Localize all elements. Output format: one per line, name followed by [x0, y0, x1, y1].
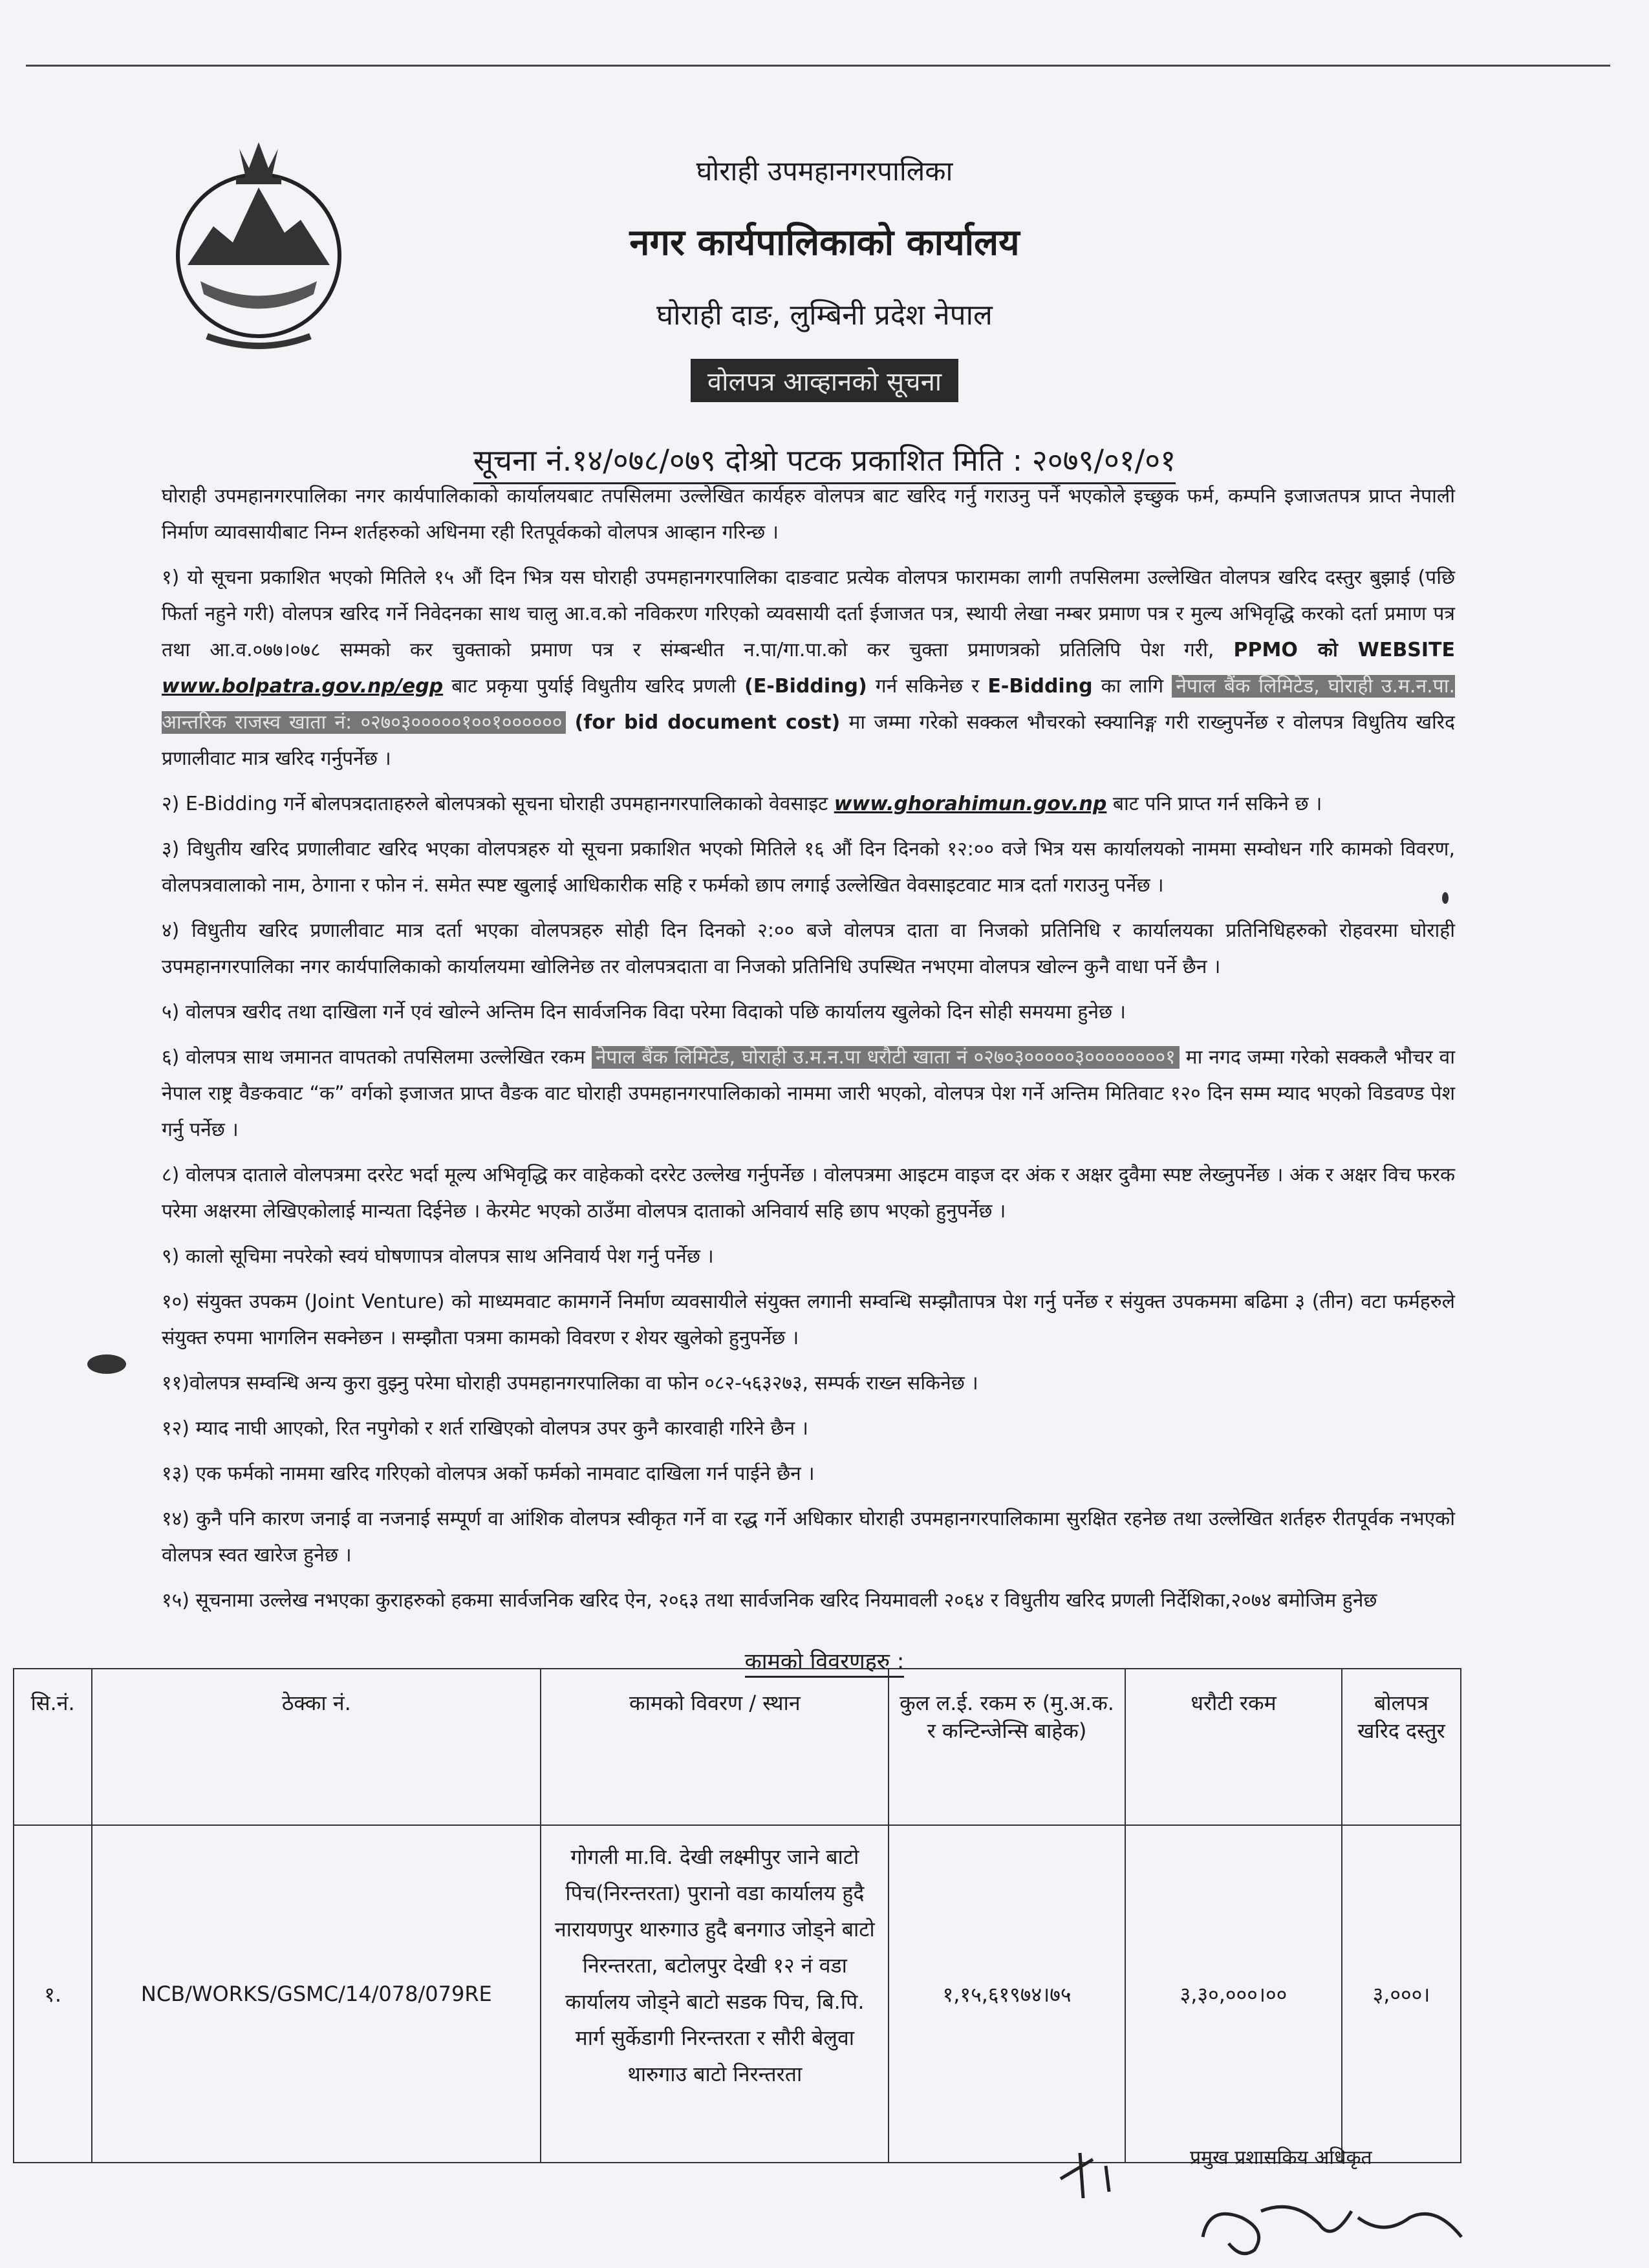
cell-sn: १. — [14, 1825, 92, 2163]
notice-body — [162, 478, 1455, 1628]
clause-6: ६) वोलपत्र साथ जमानत वापतको तपसिलमा उल्लेखित रकम नेपाल बैंक लिमिटेड, घोराही उ.म.न.पा धरौटी खाता नं ०२७०३०००००३००००००००१ मा नगद जम्मा गरेको सक्कलै भौचर वा नेपाल राष्ट्र वैङकवाट “क” वर्गको इजाजत प्राप्त वैङक वाट घोराही उपमहानगरपालिकाको नाममा जारी भएको, वोलपत्र पेश गर्ने अन्तिम मितिवाट १२० दिन सम्म म्याद भएको विडवण्ड पेश गर्नु पर्नेछ । — [162, 1046, 1456, 1141]
clause-10: १०) संयुक्त उपकम (Joint Venture) को माध्यमवाट कामगर्ने निर्माण व्यवसायीले संयुक्त लगानी सम्वन्धि सम्झौतापत्र पेश गर्नु पर्नेछ र संयुक्त उपकममा बढिमा ३ (तीन) वटा फर्महरुले संयुक्त रुपमा भागलिन सक्नेछन । सम्झौता पत्रमा कामको विवरण र शेयर खुलेको हुनुपर्नेछ । — [162, 1290, 1455, 1349]
clause-12: १२) म्याद नाघी आएको, रित नपुगेको र शर्त राखिएको वोलपत्र उपर कुनै कारवाही गरिने छैन । — [162, 1417, 809, 1440]
header-fee: बोलपत्र खरिद दस्तुर — [1342, 1669, 1461, 1825]
clause-5: ५) वोलपत्र खरीद तथा दाखिला गर्ने एवं खोल्ने अन्तिम दिन सार्वजनिक विदा परेमा विदाको पछि कार्यालय खुलेको दिन सोही समयमा हुनेछ । — [162, 1001, 1126, 1023]
clause-2: २) E-Bidding गर्ने बोलपत्रदाताहरुले बोलपत्रको सूचना घोराही उपमहानगरपालिकाको वेवसाइट www.ghorahimun.gov.np बाट पनि प्राप्त गर्न सकिने छ । — [162, 793, 1322, 815]
cell-estimate: १,१५,६१९७४।७५ — [889, 1825, 1125, 2163]
office-name: नगर कार्यपालिकाको कार्यालय — [629, 222, 1020, 264]
ink-mark — [1442, 892, 1449, 904]
header-deposit: धरौटी रकम — [1125, 1669, 1342, 1825]
deposit-account-highlight: नेपाल बैंक लिमिटेड, घोराही उ.म.न.पा धरौटी खाता नं ०२७०३०००००३००००००००१ — [592, 1046, 1180, 1069]
table-header-row — [14, 1669, 1461, 1825]
office-address: घोराही दाङ, लुम्बिनी प्रदेश नेपाल — [656, 299, 993, 332]
header-estimate: कुल ल.ई. रकम रु (मु.अ.क. र कन्टिन्जेन्सि बाहेक) — [889, 1669, 1125, 1825]
header-sn: सि.नं. — [14, 1669, 92, 1825]
revenue-account-highlight: नेपाल बैंक लिमिटेड, घोराही उ.म.न.पा. आन्तरिक राजस्व खाता नं: ०२७०३०००००१००१०००००० — [162, 675, 1456, 734]
bolpatra-link[interactable]: www.bolpatra.gov.np/egp — [162, 675, 444, 698]
clause-15: १५) सूचनामा उल्लेख नभएका कुराहरुको हकमा सार्वजनिक खरिद ऐन, २०६३ तथा सार्वजनिक खरिद नियमावली २०६४ र विधुतीय खरिद प्रणली निर्देशिका,२०७४ बमोजिम हुनेछ — [162, 1589, 1377, 1612]
clause-14: १४) कुनै पनि कारण जनाई वा नजनाई सम्पूर्ण वा आंशिक वोलपत्र स्वीकृत गर्ने वा रद्ध गर्ने अधिकार घोराही उपमहानगरपालिकामा सुरक्षित रहनेछ तथा उल्लेखित शर्तहरु रीतपूर्वक नभएको वोलपत्र स्वत खारेज हुनेछ । — [162, 1508, 1455, 1567]
header-description: कामको विवरण / स्थान — [541, 1669, 889, 1825]
clause-4: ४) विधुतीय खरिद प्रणालीवाट मात्र दर्ता भएका वोलपत्रहरु सोही दिन दिनको २:०० बजे वोलपत्र दाता वा निजको प्रतिनिधि र कार्यालयका प्रतिनिधिहरुको रोहवरमा घोराही उपमहानगरपालिका नगर कार्यपालिकाको कार्यालयमा खोलिनेछ तर वोलपत्रदाता वा निजको प्रतिनिधि उपस्थित नभएमा वोलपत्र खोल्न कुनै वाधा पर्ने छैन । — [162, 919, 1455, 978]
work-details-table — [13, 1668, 1461, 2163]
clause-13: १३) एक फर्मको नाममा खरिद गरिएको वोलपत्र अर्को फर्मको नामवाट दाखिला गर्न पाईने छैन । — [162, 1462, 815, 1485]
cell-description: गोगली मा.वि. देखी लक्ष्मीपुर जाने बाटो पिच(निरन्तरता) पुरानो वडा कार्यालय हुदै नारायणपुर थारुगाउ हुदै बनगाउ जोड्ने बाटो निरन्तरता, बटोलपुर देखी १२ नं वडा कार्यालय जोड्ने बाटो सडक पिच, बि.पि. मार्ग सुर्केडागी निरन्तरता र सौरी बेलुवा थारुगाउ बाटो निरन्तरता — [541, 1825, 889, 2163]
ink-mark — [87, 1354, 126, 1374]
work-details-title: कामको विवरणहरु : — [0, 1645, 1649, 1675]
ghorahimun-link[interactable]: www.ghorahimun.gov.np — [834, 793, 1107, 815]
intro-paragraph: घोराही उपमहानगरपालिका नगर कार्यपालिकाको कार्यालयबाट तपसिलमा उल्लेखित कार्यहरु वोलपत्र बाट खरिद गर्नु गराउनु पर्ने भएकोले इच्छुक फर्म, कम्पनि इजाजतपत्र प्राप्त नेपाली निर्माण व्यावसायीबाट निम्न शर्तहरुको अधिनमा रही रितपूर्वकको वोलपत्र आव्हान गरिन्छ । — [162, 485, 1455, 544]
notice-number-line: सूचना नं.१४/०७८/०७९ दोश्रो पटक प्रकाशित मिति : २०७९/०१/०१ — [0, 440, 1649, 484]
clause-11: ११)वोलपत्र सम्वन्धि अन्य कुरा वुझ्नु परेमा घोराही उपमहानगरपालिका वा फोन ०८२-५६३२७३, सम्पर्क राख्न सकिनेछ । — [162, 1372, 978, 1395]
cell-contract: NCB/WORKS/GSMC/14/078/079RE — [92, 1825, 541, 2163]
signature-label: प्रमुख प्रशासकिय अधिकृत — [1190, 2146, 1372, 2169]
cell-deposit: ३,३०,०००।०० — [1125, 1825, 1342, 2163]
clause-1: १) यो सूचना प्रकाशित भएको मितिले १५ औं दिन भित्र यस घोराही उपमहानगरपालिका दाङवाट प्रत्येक वोलपत्र फारामका लागी तपसिलमा उल्लेखित वोलपत्र खरिद दस्तुर बुझाई (पछि फिर्ता नहुने गरी) वोलपत्र खरिद गर्ने निवेदनका साथ चालु आ.व.को नविकरण गरिएको व्यवसायी दर्ता ईजाजत पत्र, स्थायी लेखा नम्बर प्रमाण पत्र र मुल्य अभिवृद्धि करको दर्ता प्रमाण पत्र तथा आ.व.०७७।०७८ सम्मको कर चुक्ताको प्रमाण पत्र र संम्बन्धीत न.पा/गा.पा.को कर चुक्ता प्रमाणत्रको प्रतिलिपि पेश गरी, PPMO को WEBSITE www.bolpatra.gov.np/egp बाट प्रकृया पुर्याई विधुतीय खरिद प्रणली (E-Bidding) गर्न सकिनेछ र E-Bidding का लागि नेपाल बैंक लिमिटेड, घोराही उ.म.न.पा. आन्तरिक राजस्व खाता नं: ०२७०३०००००१००१०००००० (for bid document cost) मा जम्मा गरेको सक्कल भौचरको स्क्यानिङ्ग गरी राख्नुपर्नेछ र वोलपत्र विधुतिय खरिद प्रणालीवाट मात्र खरिद गर्नुपर्नेछ । — [162, 566, 1456, 770]
org-name: घोराही उपमहानगरपालिका — [696, 155, 953, 187]
top-rule — [26, 65, 1610, 67]
table-row — [14, 1825, 1461, 2163]
header-contract: ठेक्का नं. — [92, 1669, 541, 1825]
notice-banner: वोलपत्र आव्हानको सूचना — [0, 359, 1649, 402]
clause-3: ३) विधुतीय खरिद प्रणालीवाट खरिद भएका वोलपत्रहरु यो सूचना प्रकाशित भएको मितिले १६ औं दिन दिनको १२:०० वजे भित्र यस कार्यालयको नाममा सम्वोधन गरि कामको विवरण, वोलपत्रवालाको नाम, ठेगाना र फोन नं. समेत स्पष्ट खुलाई आधिकारीक सहि र फर्मको छाप लगाई उल्लेखित वेवसाइटवाट मात्र दर्ता गराउनु पर्नेछ । — [162, 838, 1455, 897]
clause-9: ९) कालो सूचिमा नपरेको स्वयं घोषणापत्र वोलपत्र साथ अनिवार्य पेश गर्नु पर्नेछ । — [162, 1245, 714, 1268]
cell-fee: ३,०००। — [1342, 1825, 1461, 2163]
clause-8: ८) वोलपत्र दाताले वोलपत्रमा दररेट भर्दा मूल्य अभिवृद्धि कर वाहेकको दररेट उल्लेख गर्नुपर्नेछ । वोलपत्रमा आइटम वाइज दर अंक र अक्षर दुवैमा स्पष्ट लेख्नुपर्नेछ । अंक र अक्षर विच फरक परेमा अक्षरमा लेखिएकोलाई मान्यता दिईनेछ । केरमेट भएको ठाउँमा वोलपत्र दाताको अनिवार्य सहि छाप भएको हुनुपर्नेछ । — [162, 1164, 1455, 1223]
